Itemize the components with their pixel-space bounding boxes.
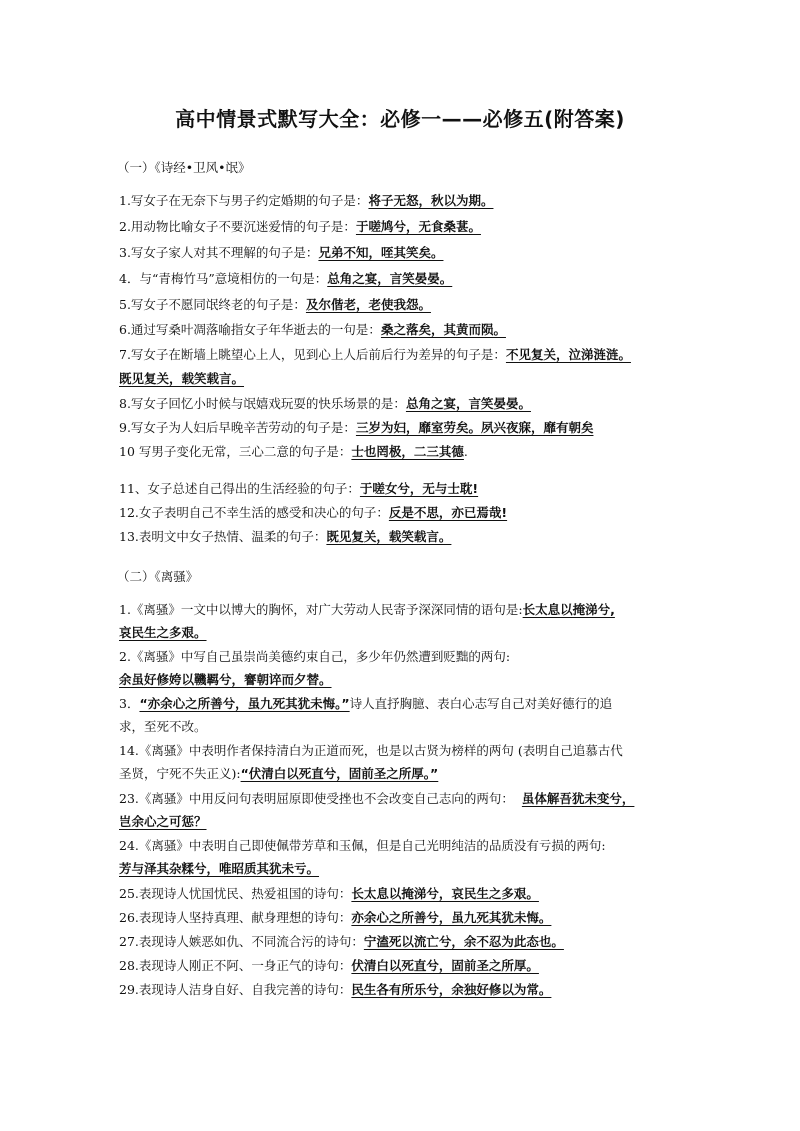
question-line-continued xyxy=(119,815,207,829)
answer-text: 长太息以掩涕兮, xyxy=(522,602,615,617)
question-text: 1.《离骚》一文中以博大的胸怀，对广大劳动人民寄予深深同情的语句是: xyxy=(119,602,523,617)
question-line-continued xyxy=(119,862,319,876)
question-line xyxy=(119,272,452,286)
answer-text: 总角之宴，言笑晏晏。 xyxy=(327,271,453,286)
question-line xyxy=(119,959,539,973)
question-text: 13.表明文中女子热情、温柔的句子： xyxy=(119,529,327,544)
question-line xyxy=(119,421,593,435)
question-line xyxy=(119,298,431,312)
answer-text: 既见复关，载笑载言。 xyxy=(119,371,245,386)
question-text: 26.表现诗人坚持真理、献身理想的诗句： xyxy=(119,910,352,925)
question-text: 5.写女子不愿同氓终老的句子是： xyxy=(119,297,306,312)
question-text: 2.用动物比喻女子不要沉迷爱情的句子是： xyxy=(119,219,356,234)
question-line xyxy=(119,792,634,806)
question-line xyxy=(119,348,631,362)
question-line xyxy=(119,323,506,337)
question-line-continued xyxy=(119,673,332,687)
answer-text: 士也罔极，二三其德 xyxy=(351,444,464,459)
question-text: 2.《离骚》中写自己虽崇尚美德约束自己，多少年仍然遭到贬黜的两句: xyxy=(119,649,511,664)
question-number: 3． xyxy=(119,696,140,711)
answer-text: 伏清白以死直兮，固前圣之所厚。 xyxy=(351,958,539,973)
question-line xyxy=(119,530,451,544)
question-line-continued xyxy=(119,626,207,640)
question-line xyxy=(119,194,493,208)
question-tail: . xyxy=(463,444,468,459)
answer-text: 虽体解吾犹未变兮， xyxy=(521,791,635,806)
question-line xyxy=(119,697,612,711)
page-title: 高中情景式默写大全：必修一——必修五(附答案) xyxy=(175,107,625,131)
answer-text: 余虽好修姱以鞿羁兮，謇朝谇而夕替。 xyxy=(119,672,332,687)
question-text: 7.写女子在断墙上眺望心上人，见到心上人后前后行为差异的句子是： xyxy=(119,347,506,362)
question-text: 圣贤，宁死不失正义): xyxy=(119,766,241,781)
question-line xyxy=(119,246,443,260)
question-line-continued xyxy=(119,372,244,386)
question-text: 29.表现诗人洁身自好、自我完善的诗句： xyxy=(119,982,352,997)
question-line xyxy=(119,744,623,758)
question-text: 9.写女子为人妇后早晚辛苦劳动的句子是： xyxy=(119,420,356,435)
answer-text: 总角之宴，言笑晏晏。 xyxy=(405,396,531,411)
question-text: 诗人直抒胸臆、表白心志写自己对美好德行的追 xyxy=(349,696,613,711)
answer-text: 兄弟不知，咥其笑矣。 xyxy=(318,245,444,260)
question-line xyxy=(119,603,615,617)
answer-text: 将子无怒，秋以为期。 xyxy=(368,193,494,208)
answer-text: 于嗟女兮，无与士耽! xyxy=(359,481,479,496)
answer-text: 不见复关，泣涕涟涟。 xyxy=(505,347,631,362)
question-line xyxy=(119,839,606,853)
answer-text: 既见复关，载笑载言。 xyxy=(326,529,452,544)
question-text: 12.女子表明自己不幸生活的感受和决心的句子： xyxy=(119,505,389,520)
question-text: 10 写男子变化无常，三心二意的句子是： xyxy=(119,444,352,459)
question-text: 4．与“青梅竹马”意境相仿的一句是： xyxy=(119,271,328,286)
question-text: 3.写女子家人对其不理解的句子是： xyxy=(119,245,319,260)
answer-text: 及尔偕老，老使我怨。 xyxy=(305,297,431,312)
question-text: 14.《离骚》中表明作者保持清白为正道而死，也是以古贤为榜样的两句 (表明自己追慕古代 xyxy=(119,743,623,758)
question-text: 23.《离骚》中用反问句表明屈原即使受挫也不会改变自己志向的两句： xyxy=(119,791,514,806)
question-line-continued xyxy=(119,767,438,781)
question-line xyxy=(119,983,551,997)
question-line-continued xyxy=(119,720,207,734)
answer-text: 长太息以掩涕兮，哀民生之多艰。 xyxy=(351,886,539,901)
question-text: 27.表现诗人嫉恶如仇、不同流合污的诗句： xyxy=(119,934,364,949)
question-text: 28.表现诗人刚正不阿、一身正气的诗句： xyxy=(119,958,352,973)
question-text: 1.写女子在无奈下与男子约定婚期的句子是： xyxy=(119,193,369,208)
question-line xyxy=(119,506,507,520)
question-text: 24.《离骚》中表明自己即使佩带芳草和玉佩，但是自己光明纯洁的品质没有亏损的两句: xyxy=(119,838,606,853)
question-text: 6.通过写桑叶凋落喻指女子年华逝去的一句是： xyxy=(119,322,381,337)
question-line xyxy=(119,911,551,925)
question-line xyxy=(119,397,531,411)
question-text: 11、女子总述自己得出的生活经验的句子： xyxy=(119,481,360,496)
answer-text: 于嗟鸠兮，无食桑葚。 xyxy=(355,219,481,234)
answer-text: 岂余心之可惩？ xyxy=(119,814,207,829)
question-line xyxy=(119,482,478,496)
question-text: 求，至死不改。 xyxy=(119,719,207,734)
answer-text: 芳与泽其杂糅兮，唯昭质其犹未亏。 xyxy=(119,861,320,876)
question-line xyxy=(119,650,510,664)
answer-text: 桑之落矣，其黄而陨。 xyxy=(380,322,506,337)
answer-text: 反是不思，亦已焉哉! xyxy=(388,505,508,520)
question-line xyxy=(119,220,481,234)
question-line xyxy=(119,887,539,901)
question-line xyxy=(119,935,564,949)
answer-text: 民生各有所乐兮，余独好修以为常。 xyxy=(351,982,552,997)
answer-text: “伏清白以死直兮，固前圣之所厚。” xyxy=(240,766,439,781)
answer-text: 哀民生之多艰。 xyxy=(119,625,207,640)
answer-text: 亦余心之所善兮，虽九死其犹未悔。 xyxy=(351,910,552,925)
answer-text: 宁溘死以流亡兮，余不忍为此态也。 xyxy=(363,934,564,949)
question-line xyxy=(119,445,468,459)
section-heading-lisao: （二）《离骚》 xyxy=(117,569,199,584)
answer-text: “亦余心之所善兮，虽九死其犹未悔。” xyxy=(139,696,350,711)
question-text: 8.写女子回忆小时候与氓嬉戏玩耍的快乐场景的是： xyxy=(119,396,406,411)
section-heading-shijing: （一）《诗经•卫风•氓》 xyxy=(117,160,251,175)
question-text: 25.表现诗人忧国忧民、热爱祖国的诗句： xyxy=(119,886,352,901)
answer-text: 三岁为妇，靡室劳矣。夙兴夜寐，靡有朝矣 xyxy=(355,420,594,435)
